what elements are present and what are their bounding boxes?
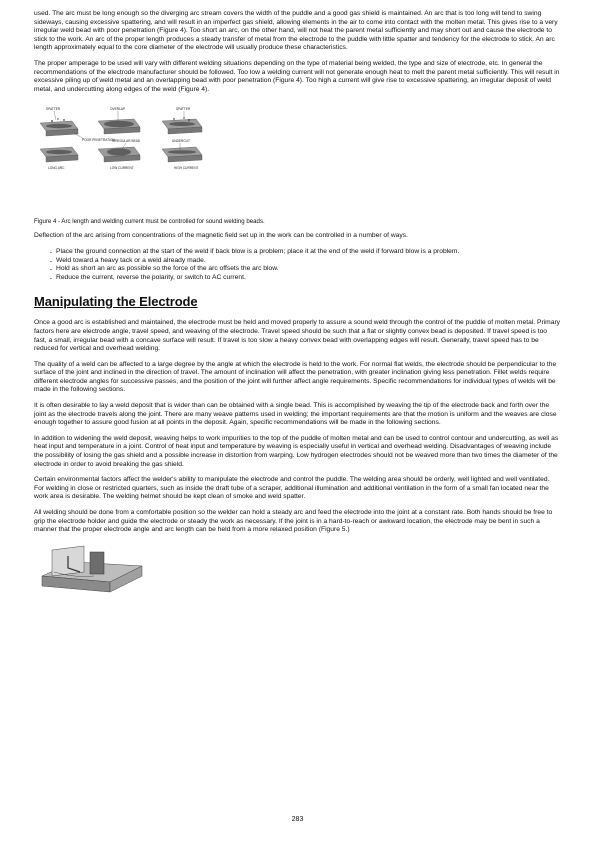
paragraph: In addition to widening the weld deposit, weaving helps to work impurities to the top of the puddle of molten metal and can be used to control contour and undercutting, as well as heat input and temperature in a joint. Control of heat input and temperature by weaving is especially useful in vertical and overhead welding. Disadvantages of weaving include the possibility of losing the gas shield and a possible increase in distortion from warping. Low hydrogen electrodes should not be weaved more than two times the diameter of the electrode in order to avoid breaking the gas shield. bbox=[34, 434, 559, 468]
figure-label: SPATTER bbox=[176, 107, 191, 112]
figure-caption: Figure 4 - Arc length and welding current must be controlled for sound welding beads. bbox=[34, 218, 265, 226]
list-item bbox=[50, 274, 561, 283]
bent-electrode-illustration bbox=[34, 542, 154, 604]
paragraph: The proper amperage to be used will vary with different welding situations depending on the type of material being welded, the type and size of electrode, etc. In general the recommendations of the electrode manufacturer should be followed. Too low a welding current will not generate enough heat to melt the parent metal sufficiently. This will result in excessive piling up of weld metal and an overlapping bead with poor penetration (Figure 4). Too high a current will give rise to excessive spattering, an irregular deposit of weld metal, and undercutting along edges of the weld (Figure 4). bbox=[34, 59, 560, 93]
list-item-text: Reduce the current, reverse the polarity, or switch to AC current. bbox=[56, 273, 246, 281]
bullet-marker: . bbox=[50, 273, 52, 281]
list-item-text: Hold as short an arc as possible so the force of the arc offsets the arc blow. bbox=[56, 265, 279, 273]
bullet-marker: . bbox=[50, 256, 52, 264]
figure-label: OVERLAP bbox=[110, 107, 126, 112]
list-item bbox=[50, 265, 561, 274]
paragraph: used. The arc must be long enough so the diverging arc stream covers the width of the puddle and a good gas shield is maintained. An arc that is too long will tend to swing sideways, causing excessive spattering, and will result in an imperfect gas shield, allowing elements in the air to come into contact with the molten metal. This gives rise to a very irregular weld bead with poor penetration (Figure 4). Too short an arc, on the other hand, will not heat the parent metal sufficiently and may short out and cause the electrode to stick to the work. An arc of the proper length produces a steady transfer of metal from the electrode to the puddle with little spatter and tendency for the electrode to stick. An arc length approximately equal to the core diameter of the electrode will usually produce these characteristics. bbox=[34, 10, 558, 52]
figure-label: IRREGULAR BEAD bbox=[112, 139, 141, 144]
list-item bbox=[50, 257, 561, 266]
paragraph: It is often desirable to lay a weld deposit that is wider than can be obtained with a single bead. This is accomplished by weaving the tip of the electrode back and forth over the joint as the electrode travels along the joint. There are many weave patterns used in welding; the important requirements are that the motion is uniform and the weaves are close enough together to assure good fusion at all points in the deposit. Again, specific recommendations will be made in the following sections. bbox=[34, 402, 557, 427]
figure-label: LONG ARC bbox=[48, 166, 65, 171]
figure-label: POOR PENETRATION bbox=[82, 138, 115, 143]
page-number: 283 bbox=[291, 816, 304, 823]
list-item bbox=[50, 248, 561, 257]
list-item-text: Place the ground connection at the start of the weld if back blow is a problem; place it at the end of the weld if forward blow is a problem. bbox=[56, 247, 460, 255]
paragraph: Deflection of the arc arising from concentrations of the magnetic field set up in the work can be controlled in a number of ways. bbox=[34, 232, 408, 240]
document-page bbox=[34, 10, 561, 615]
section-heading: Manipulating the Electrode bbox=[34, 294, 198, 310]
paragraph: Once a good arc is established and maintained, the electrode must be held and moved properly to assure a sound weld through the control of the puddle of molten metal. Primary factors here are electrode angle, travel speed, and weaving of the electrode. Travel speed should be such that a flat or slightly convex bead is deposited. If travel speed is too fast, a small, irregular bead with a concave surface will result. If travel is too slow a heavy convex bead with overlapping edges will result. Generally, travel speed has to be reduced for vertical and overhead welding. bbox=[34, 319, 561, 353]
figure-label: SPATTER bbox=[46, 107, 61, 112]
figure-label: HIGH CURRENT bbox=[174, 166, 199, 171]
list-item-text: Weld toward a heavy tack or a weld already made. bbox=[56, 256, 206, 264]
paragraph: Certain environmental factors affect the welder's ability to manipulate the electrode and control the puddle. The welding area should be orderly, well lighted and well ventilated. For welding in close or restricted quarters, such as inside the draft tube of a scraper, additional illumination and additional ventilation in the form of a small fan located near the work area is desirable. The welding helmet should be kept clean of smoke and weld spatter. bbox=[34, 476, 550, 501]
weld-beads-illustration bbox=[34, 101, 234, 173]
figure-label: LOW CURRENT bbox=[110, 166, 134, 171]
bullet-list bbox=[50, 248, 561, 282]
paragraph: The quality of a weld can be affected to a large degree by the angle at which the electrode is held to the work. For normal flat welds, the electrode should be perpendicular to the surface of the joint and inclined in the direction of travel. The amount of inclination will affect the penetration, with greater inclination giving less penetration. Fillet welds require different electrode angles for successive passes, and the position of the joint will further affect angle requirements. Specific recommendations for individual types of welds will be made in the following sections. bbox=[34, 360, 557, 394]
figure-4 bbox=[34, 101, 561, 178]
bullet-marker: . bbox=[50, 265, 52, 273]
bullet-marker: . bbox=[50, 247, 52, 255]
figure-label: UNDERCUT bbox=[172, 139, 190, 144]
figure-spacer bbox=[34, 184, 561, 218]
figure-5 bbox=[34, 542, 561, 609]
paragraph: All welding should be done from a comfortable position so the welder can hold a steady arc and feed the electrode into the joint at a constant rate. Both hands should be free to grip the electrode holder and guide the electrode or steady the work as necessary. If the joint is in a hard-to-reach or awkward location, the electrode may be bent in such a manner that the proper electrode angle and arc length can be held from a more relaxed position (Figure 5.) bbox=[34, 509, 553, 534]
